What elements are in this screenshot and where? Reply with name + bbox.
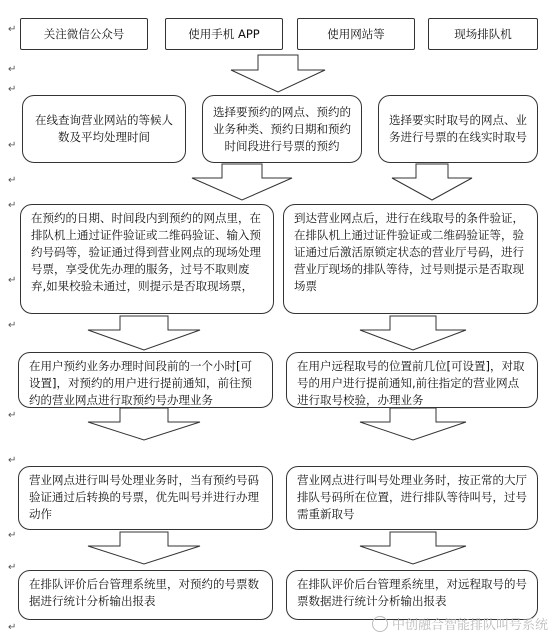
- step-text: 在排队评价后台管理系统里，对预约的号票数据进行统计分析输出报表: [29, 577, 259, 608]
- return-mark: ↵: [8, 410, 17, 421]
- down-arrow-icon: [360, 408, 466, 440]
- step-text: 选择要实时取号的网点、业务进行号票的在线实时取号: [389, 113, 527, 144]
- return-mark: ↵: [8, 455, 17, 466]
- step-text: 选择要预约的网点、预约的业务种类、预约日期和预约时间段进行号票的预约: [213, 104, 351, 153]
- step-reserve-box: [202, 95, 362, 163]
- channel-label: 现场排队机: [454, 26, 512, 41]
- channel-label: 使用手机 APP: [188, 26, 260, 41]
- return-mark: ↵: [8, 64, 17, 75]
- step-remote-verify-box: [283, 204, 538, 314]
- step-reserve-notify-box: [18, 352, 273, 408]
- step-text: 在排队评价后台管理系统里，对远程取号的号票数据进行统计分析输出报表: [297, 577, 527, 608]
- step-text: 在预约的日期、时间段内到预约的网点里，在排队机上通过证件验证或二维码验证、输入预约号码等，验证通过得到营业网点的现场处理号票，享受优先办理的服务，过号不取则废弃,如果校验未通过，则提示是否取现场票，: [31, 211, 261, 293]
- down-arrow-icon: [360, 316, 466, 350]
- wechat-logo-icon: [372, 616, 388, 632]
- down-arrow-icon: [360, 532, 466, 564]
- return-mark: ↵: [8, 84, 17, 95]
- step-text: 在用户远程取号的位置前几位[可设置]，对取号的用户进行提前通知,前往指定的营业网点进行取号校验，办理业务: [297, 359, 525, 407]
- return-mark: ↵: [8, 275, 17, 286]
- watermark: [372, 614, 548, 633]
- watermark-text: 中创融合智能排队叫号系统: [391, 618, 548, 633]
- return-mark: ↵: [8, 140, 17, 151]
- return-mark: ↵: [8, 622, 17, 633]
- channel-label: 关注微信公众号: [43, 26, 125, 41]
- step-remote-notify-box: [286, 352, 538, 408]
- step-query-box: [22, 95, 186, 163]
- step-remote-call-box: [286, 466, 538, 530]
- step-text: 到达营业网点后，进行在线取号的条件验证，在排队机上通过证件验证或二维码验证等，验证通过后激活原锁定状态的营业厅号码，进行营业厅现场的排队等待，过号则提示是否取现场票: [294, 211, 524, 293]
- down-arrow-icon: [192, 164, 292, 200]
- return-mark: ↵: [8, 24, 17, 35]
- down-arrow-icon: [88, 316, 200, 350]
- return-mark: ↵: [8, 530, 17, 541]
- step-remote-ticket-box: [378, 95, 538, 163]
- step-text: 营业网点进行叫号处理业务时，当有预约号码验证通过后转换的号票，优先叫号并进行办理动作: [29, 473, 259, 521]
- step-text: 在线查询营业网站的等候人数及平均处理时间: [35, 113, 173, 144]
- return-mark: ↵: [8, 562, 17, 573]
- down-arrow-icon: [231, 55, 325, 92]
- return-mark: ↵: [8, 200, 17, 211]
- return-mark: ↵: [8, 175, 17, 186]
- step-reserve-verify-box: [20, 204, 274, 314]
- channel-label: 使用网站等: [327, 26, 385, 41]
- step-text: 在用户预约业务办理时间段前的一个小时[可设置]，对预约的用户进行提前通知，前往预约的营业网点进行取预约号办理业务: [29, 359, 252, 407]
- return-mark: ↵: [8, 320, 17, 331]
- step-remote-report-box: [286, 570, 538, 620]
- step-reserve-report-box: [18, 570, 273, 620]
- down-arrow-icon: [392, 164, 472, 200]
- down-arrow-icon: [88, 408, 200, 440]
- step-text: 营业网点进行叫号处理业务时，按正常的大厅排队号码所在位置，进行排队等待叫号，过号需重新取号: [297, 473, 527, 521]
- down-arrow-icon: [88, 532, 200, 564]
- step-reserve-call-box: [18, 466, 273, 530]
